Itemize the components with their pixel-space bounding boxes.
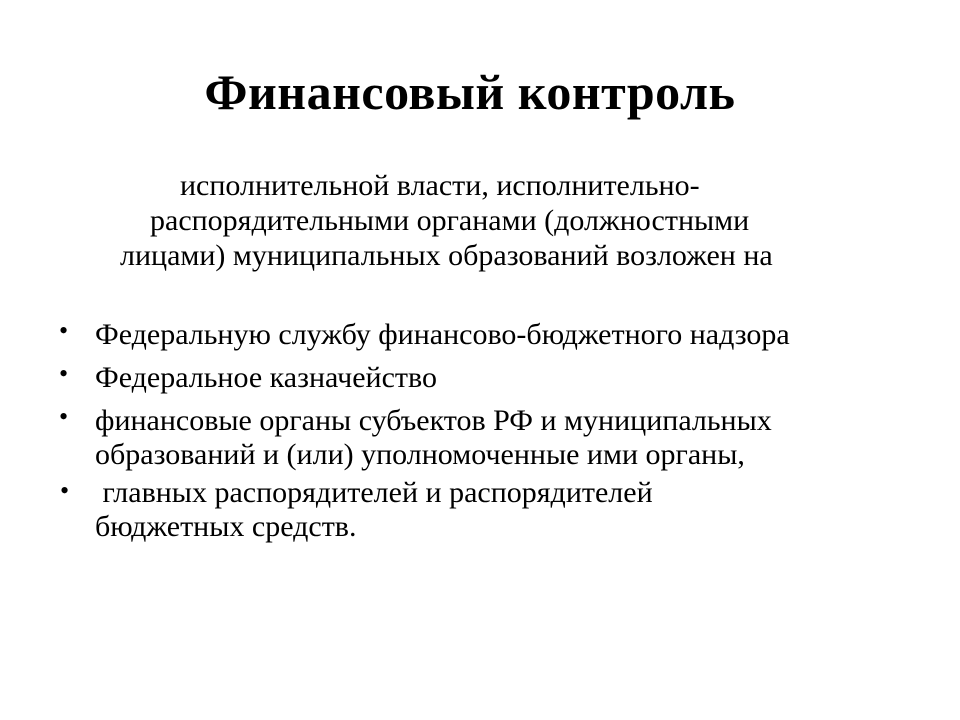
bullet-dot-icon: • [60, 476, 70, 505]
bullet-line: финансовые органы субъектов РФ и муниципальных [95, 404, 772, 437]
bullet-line: Федеральное казначейство [95, 361, 437, 394]
intro-line-3: лицами) муниципальных образований возложен на [120, 239, 773, 272]
bullet-dot-icon: • [59, 359, 69, 388]
bullet-line: Федеральную службу финансово-бюджетного надзора [95, 318, 790, 351]
intro-line-2: распорядительными органами (должностными [150, 204, 750, 237]
bullet-dot-icon: • [59, 316, 69, 345]
bullet-text [95, 476, 945, 544]
slide-title: Финансовый контроль [204, 64, 736, 120]
bullet-dot-icon: • [59, 402, 69, 431]
bullet-line: образований и (или) уполномоченные ими органы, [95, 438, 745, 471]
bullet-text [95, 318, 945, 352]
bullet-text [95, 404, 945, 472]
intro-line-1: исполнительной власти, исполнительно- [180, 169, 700, 202]
bullet-line: бюджетных средств. [95, 510, 357, 543]
bullet-text [95, 361, 945, 395]
bullet-line: главных распорядителей и распорядителей [95, 476, 653, 509]
